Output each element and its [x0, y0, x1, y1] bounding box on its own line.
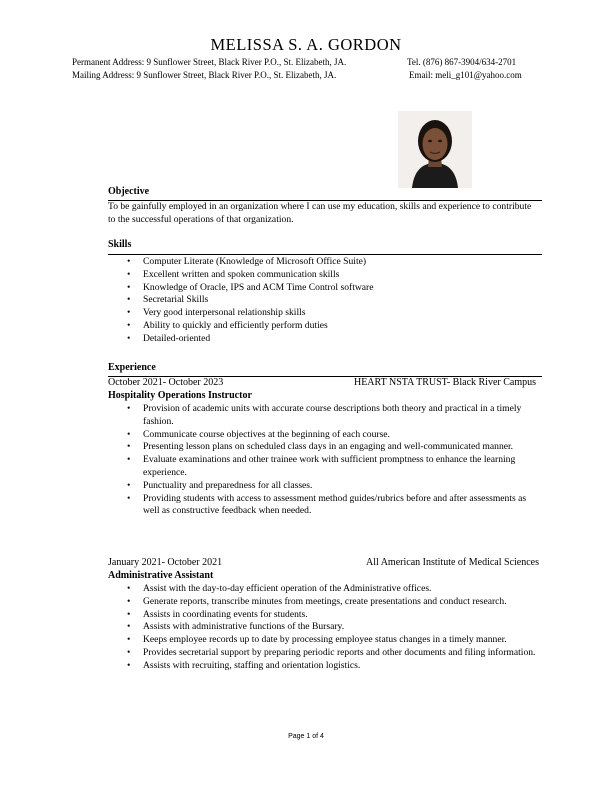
duty-item: • Keeps employee records up to date by processing employee status changes in a timely manner. — [127, 634, 545, 647]
duty-item: • Assist with the day-to-day efficient operation of the Administrative offices. — [127, 583, 545, 596]
job-duties-list — [127, 583, 545, 673]
duty-item: • Presenting lesson plans on scheduled class days in an engaging and well-communicated manner. — [127, 441, 545, 454]
job-organization: HEART NSTA TRUST- Black River Campus — [353, 377, 536, 388]
duty-item: • Punctuality and preparedness for all classes. — [127, 480, 545, 493]
job-dates: October 2021- October 2023 — [108, 377, 224, 388]
duty-item: • Assists with administrative functions of the Bursary. — [127, 621, 545, 634]
skill-item: • Excellent written and spoken communication skills — [127, 269, 547, 282]
duty-item: • Evaluate examinations and other trainee work with sufficient promptness to enhance the learning experience. — [127, 454, 545, 480]
experience-heading: Experience — [108, 362, 156, 373]
skills-list — [127, 256, 547, 346]
objective-text: To be gainfully employed in an organization where I can use my education, skills and experience to contribute to the successful operations of that organization. — [108, 201, 532, 225]
job-title: Hospitality Operations Instructor — [108, 390, 252, 401]
profile-photo — [398, 111, 472, 188]
candidate-name: MELISSA S. A. GORDON — [210, 35, 402, 54]
skill-item: • Very good interpersonal relationship skills — [127, 307, 547, 320]
objective-heading: Objective — [108, 186, 150, 197]
duty-item: • Provision of academic units with accurate course descriptions both theory and practical in a timely fashion. — [127, 403, 545, 429]
duty-item: • Assists with recruiting, staffing and orientation logistics. — [127, 660, 545, 673]
email: Email: meli_g101@yahoo.com — [409, 70, 522, 80]
job-dates: January 2021- October 2021 — [108, 557, 223, 568]
job-organization: All American Institute of Medical Sciences — [365, 557, 539, 568]
skill-item: • Computer Literate (Knowledge of Microsoft Office Suite) — [127, 256, 547, 269]
duty-item: • Assists in coordinating events for students. — [127, 609, 545, 622]
permanent-address: Permanent Address: 9 Sunflower Street, Black River P.O., St. Elizabeth, JA. — [72, 57, 347, 67]
skill-item: • Detailed-oriented — [127, 333, 547, 346]
duty-item: • Communicate course objectives at the beginning of each course. — [127, 429, 545, 442]
duty-item: • Provides secretarial support by preparing periodic reports and other documents and filing information. — [127, 647, 545, 660]
page-number: Page 1 of 4 — [288, 733, 324, 740]
skills-rule — [108, 254, 542, 255]
duty-item: • Providing students with access to assessment method guides/rubrics before and after assessments as well as constructive feedback when needed. — [127, 493, 545, 519]
skill-item: • Ability to quickly and efficiently perform duties — [127, 320, 547, 333]
duty-item: • Generate reports, transcribe minutes from meetings, create presentations and conduct research. — [127, 596, 545, 609]
skill-item: • Knowledge of Oracle, IPS and ACM Time Control software — [127, 282, 547, 295]
job-title: Administrative Assistant — [108, 570, 214, 581]
skill-item: • Secretarial Skills — [127, 294, 547, 307]
mailing-address: Mailing Address: 9 Sunflower Street, Black River P.O., St. Elizabeth, JA. — [72, 70, 337, 80]
skills-heading: Skills — [108, 239, 132, 250]
job-duties-list — [127, 403, 545, 518]
telephone: Tel. (876) 867-3904/634-2701 — [407, 57, 517, 67]
